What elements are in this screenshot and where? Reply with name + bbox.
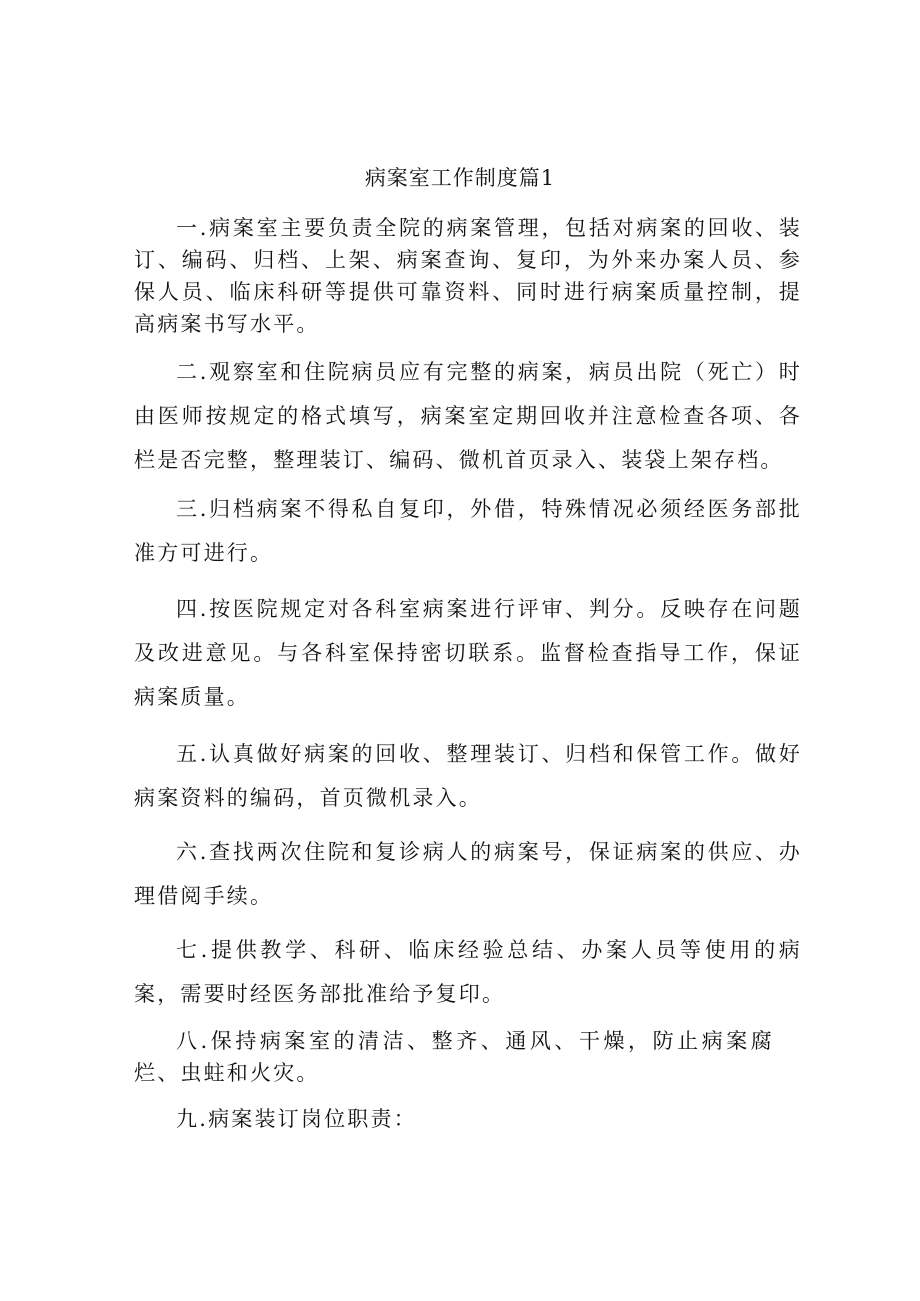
paragraph-8: 八.保持病案室的清洁、整齐、通风、干燥，防止病案腐烂、虫蛀和火灾。 [134, 1029, 774, 1085]
paragraph-7: 七.提供教学、科研、临床经验总结、办案人员等使用的病案，需要时经医务部批准给予复印。 [134, 938, 802, 1006]
paragraph-2: 二.观察室和住院病员应有完整的病案，病员出院（死亡）时由医师按规定的格式填写，病案室定期回收并注意检查各项、各栏是否完整，整理装订、编码、微机首页录入、装袋上架存档。 [134, 360, 802, 472]
paragraph-9: 九.病案装订岗位职责： [176, 1107, 417, 1131]
paragraph-1: 一.病案室主要负责全院的病案管理，包括对病案的回收、装订、编码、归档、上架、病案查询、复印，为外来办案人员、参保人员、临床科研等提供可靠资料、同时进行病案质量控制，提高病案书写水平。 [134, 216, 802, 336]
paragraph-5: 五.认真做好病案的回收、整理装订、归档和保管工作。做好病案资料的编码，首页微机录入。 [134, 742, 802, 810]
paragraph-6: 六.查找两次住院和复诊病人的病案号，保证病案的供应、办理借阅手续。 [134, 840, 802, 908]
paragraph-4: 四.按医院规定对各科室病案进行评审、判分。反映存在问题及改进意见。与各科室保持密切联系。监督检查指导工作，保证病案质量。 [134, 597, 802, 709]
document-title: 病案室工作制度篇1 [364, 166, 556, 190]
paragraph-3: 三.归档病案不得私自复印，外借，特殊情况必须经医务部批准方可进行。 [134, 497, 802, 565]
